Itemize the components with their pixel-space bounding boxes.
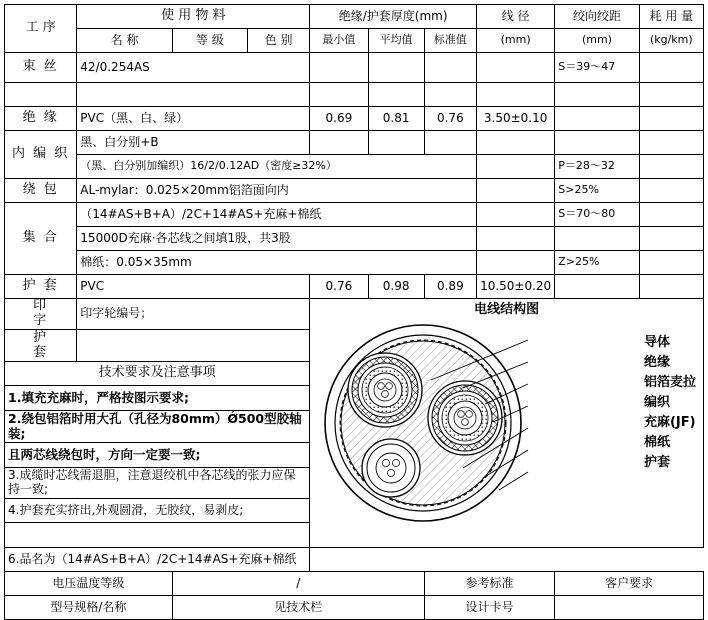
header-process: 工 序 (5, 5, 77, 53)
table-row (5, 251, 704, 275)
row-consumption-inner-braid-detail (639, 155, 703, 179)
row-consumption-assembly (639, 203, 703, 227)
header-grade: 等 级 (172, 29, 247, 53)
spec-sheet (0, 4, 708, 613)
row-min-shusi (310, 53, 368, 83)
row-avg-insulation: 0.81 (368, 107, 424, 131)
row-label-blank (5, 83, 77, 107)
header-consumption-unit: (kg/km) (639, 29, 703, 53)
table-row (5, 131, 704, 155)
row-consumption-shusi (639, 53, 703, 83)
note-item-2: 2.绕包铝箔时用大孔（孔径为80mm）Ǿ500型胶轴装; (5, 410, 310, 442)
diagram-label-filler: 充麻(JF) (643, 414, 696, 430)
header-consumption-group: 耗 用 量 (639, 5, 703, 29)
row-min-inner-braid (310, 131, 368, 155)
footer-label-voltage-temp: 电压温度等级 (5, 571, 173, 595)
row-avg-inner-braid (368, 131, 424, 155)
print-label-char-hu: 护 (33, 329, 49, 345)
footer-label-design-card: 设计卡号 (424, 595, 555, 619)
row-lay-insulation (555, 107, 639, 131)
row-avg-jacket: 0.98 (368, 275, 424, 299)
diagram-label-cotton-paper: 棉纸 (643, 434, 670, 450)
header-thickness-group: 绝缘/护套厚度(mm) (310, 5, 477, 29)
cable-cross-section-diagram (313, 318, 700, 546)
row-consumption-taping (639, 179, 703, 203)
print-row2-value (77, 330, 310, 361)
row-std-blank (424, 83, 476, 107)
row-diameter-inner-braid-detail (476, 155, 554, 179)
note-item-1: 1.填充充麻时，严格按图示要求; (5, 386, 310, 410)
row-material-inner-braid-detail: （黑、白分别加编织）16/2/0.12AD（密度≥32%） (77, 155, 477, 179)
diagram-labels (644, 336, 696, 476)
notes-title: 技术要求及注意事项 (5, 361, 310, 385)
print-label-char-zi: 字 (33, 313, 49, 329)
row-consumption-jacket (639, 275, 703, 299)
print-wheel-number: 印字轮编号； (77, 299, 310, 330)
row-diameter-blank (476, 83, 554, 107)
footer-value-design-card (555, 595, 704, 619)
row-material-jacket: PVC (77, 275, 310, 299)
header-diameter-group: 线 径 (476, 5, 554, 29)
row-std-inner-braid (424, 131, 476, 155)
row-lay-assembly: S＝70～80 (555, 203, 639, 227)
note-item-7: 6.品名为（14#AS+B+A）/2C+14#AS+充麻+棉纸 (5, 547, 310, 571)
row-lay-taping: S>25% (555, 179, 639, 203)
diagram-label-braid: 编织 (643, 394, 670, 410)
diagram-label-conductor: 导体 (643, 334, 670, 350)
header-diameter-unit: (mm) (476, 29, 554, 53)
table-row (5, 107, 704, 131)
row-lay-jacket (555, 275, 639, 299)
print-label-char-yin: 印 (33, 298, 49, 314)
header-color: 色 别 (248, 29, 310, 53)
diagram-label-jacket: 护套 (643, 454, 670, 470)
header-material-group: 使 用 物 料 (77, 5, 310, 29)
table-row (5, 227, 704, 251)
row-material-paper: 棉纸：0.05×35mm (77, 251, 477, 275)
row-lay-inner-braid (555, 131, 639, 155)
row-diameter-assembly (476, 203, 554, 227)
row-material-insulation: PVC（黑、白、绿） (77, 107, 310, 131)
table-row (5, 179, 704, 203)
row-material-assembly: （14#AS+B+A）/2C+14#AS+充麻+棉纸 (77, 203, 477, 227)
row-lay-blank (555, 83, 639, 107)
note-item-3: 且两芯线绕包时，方向一定要一致; (5, 443, 310, 467)
cable-diagram-svg (313, 318, 643, 528)
print-label-col2 (5, 330, 77, 361)
row-material-shusi: 42/0.254AS (77, 53, 310, 83)
row-consumption-paper (639, 251, 703, 275)
table-row (5, 275, 704, 299)
footer-value-reference-standard: 客户要求 (555, 571, 704, 595)
diagram-label-al-mylar: 铝箔麦拉 (643, 374, 696, 390)
header-lay-group: 绞向绞距 (555, 5, 639, 29)
row-label-jacket: 护 套 (5, 275, 77, 299)
header-name: 名 称 (77, 29, 172, 53)
table-header-row-1 (5, 5, 704, 29)
row-lay-paper: Z>25% (555, 251, 639, 275)
table-header-row-2 (5, 29, 704, 53)
row-material-filler: 15000D充麻·各芯线之间填1股，共3股 (77, 227, 477, 251)
row-diameter-jacket: 10.50±0.20 (476, 275, 554, 299)
header-lay-unit: (mm) (555, 29, 639, 53)
header-std: 标准值 (424, 29, 476, 53)
diagram-title: 电线结构图 (474, 302, 540, 317)
row-label-shusi: 束 丝 (5, 53, 77, 83)
row-label-inner-braid: 内 编 织 (5, 131, 77, 179)
footer-label-model-spec: 型号规格/名称 (5, 595, 173, 619)
row-std-insulation: 0.76 (424, 107, 476, 131)
row-min-blank (310, 83, 368, 107)
header-avg: 平均值 (368, 29, 424, 53)
row-avg-blank (368, 83, 424, 107)
row-consumption-blank (639, 83, 703, 107)
row-std-jacket: 0.89 (424, 275, 476, 299)
note-row (5, 547, 704, 571)
table-row (5, 83, 704, 107)
row-consumption-filler (639, 227, 703, 251)
row-diameter-insulation: 3.50±0.10 (476, 107, 554, 131)
row-min-insulation: 0.69 (310, 107, 368, 131)
table-row (5, 53, 704, 83)
header-min: 最小值 (310, 29, 368, 53)
row-min-jacket: 0.76 (310, 275, 368, 299)
cable-spec-table (4, 4, 704, 620)
print-label-char-tao: 套 (33, 344, 49, 360)
note-item-4: 3.成缆时芯线需退胆，注意退绞机中各芯线的张力应保持一致; (5, 467, 310, 498)
row-diameter-taping (476, 179, 554, 203)
print-and-diagram-row (5, 299, 704, 330)
row-diameter-shusi (476, 53, 554, 83)
note-item-6 (5, 523, 310, 548)
diagram-label-insulation: 绝缘 (643, 354, 670, 370)
row-material-inner-braid: 黑、白分别+B (77, 131, 310, 155)
diagram-cell (310, 299, 704, 548)
row-std-shusi (424, 53, 476, 83)
row-label-taping: 绕 包 (5, 179, 77, 203)
row-lay-filler (555, 227, 639, 251)
row-material-taping (77, 179, 477, 203)
row-consumption-inner-braid (639, 131, 703, 155)
footer-label-reference-standard: 参考标准 (424, 571, 555, 595)
row-consumption-insulation (639, 107, 703, 131)
print-label-col1 (5, 299, 77, 330)
footer-row-2 (5, 595, 704, 619)
footer-row-1 (5, 571, 704, 595)
table-row (5, 203, 704, 227)
row-avg-shusi (368, 53, 424, 83)
row-material-taping-text: AL-mylar：0.025×20mm铝箔面向内 (80, 182, 289, 197)
row-diameter-filler (476, 227, 554, 251)
table-row (5, 155, 704, 179)
note-item-5: 4.护套充实挤出,外观圆滑，无胶纹，易剥皮; (5, 498, 310, 522)
row-lay-shusi: S＝39～47 (555, 53, 639, 83)
row-material-blank (77, 83, 310, 107)
row-diameter-paper (476, 251, 554, 275)
row-label-assembly: 集 合 (5, 203, 77, 275)
row-lay-inner-braid-detail: P＝28～32 (555, 155, 639, 179)
footer-value-model-spec: 见技术栏 (172, 595, 424, 619)
row-diameter-inner-braid (476, 131, 554, 155)
row-label-insulation: 绝 缘 (5, 107, 77, 131)
footer-value-voltage-temp: / (172, 571, 424, 595)
